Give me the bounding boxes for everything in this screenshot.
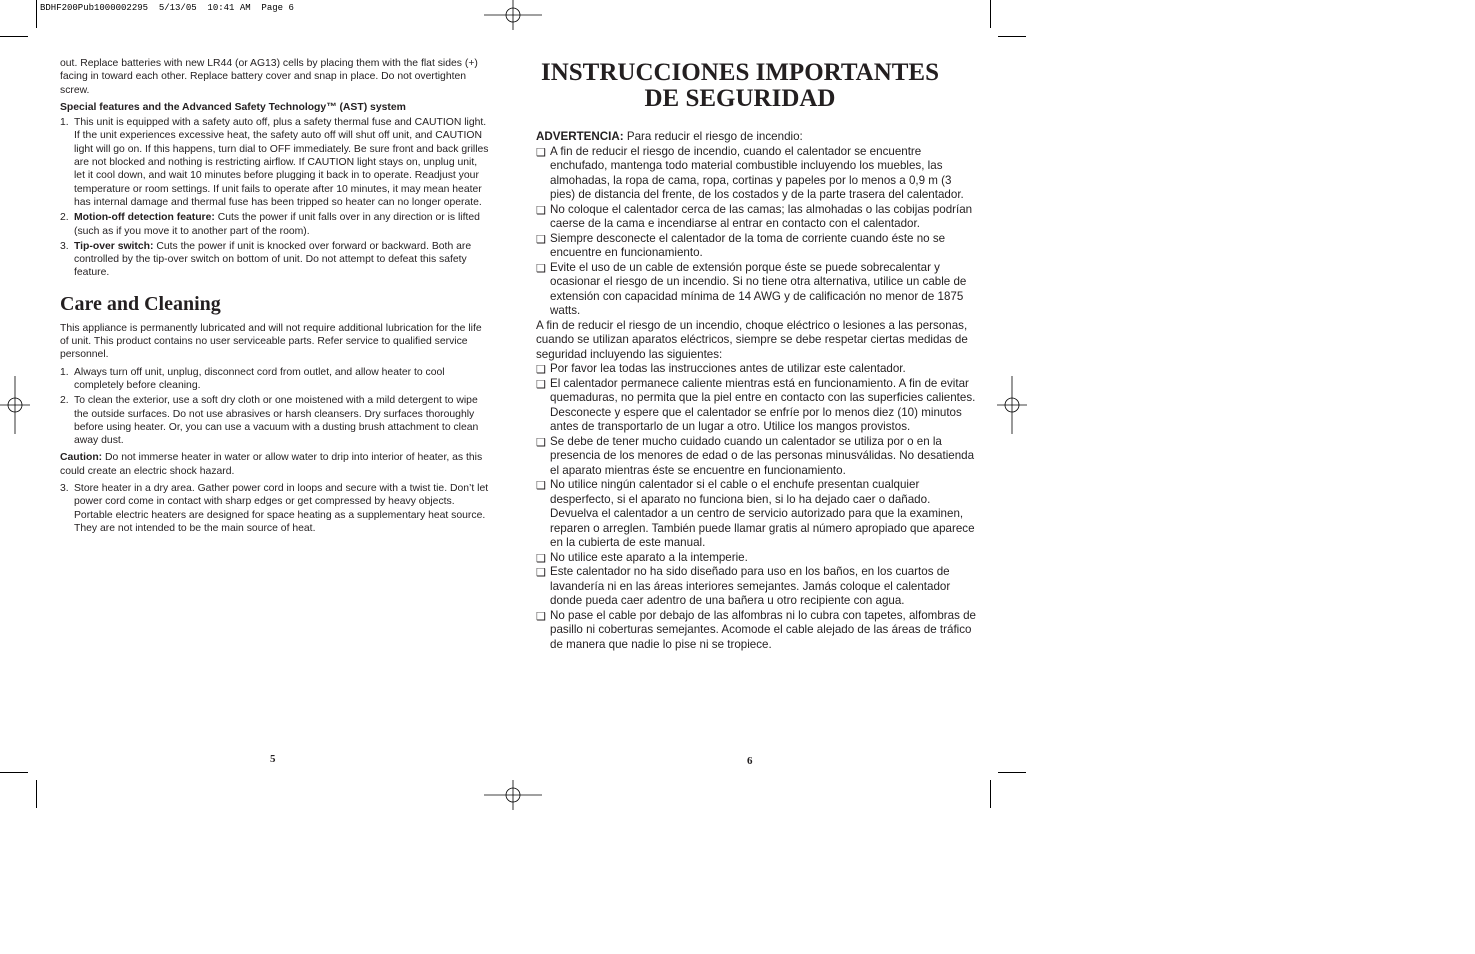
checkbox-bullet-icon: ❑ (536, 364, 546, 376)
list-item: 3. Tip-over switch: Cuts the power if unit is knocked over forward or backward. Both are controlled by the tip-over switch on bottom of unit. Do not attempt to defeat this safety feature. (60, 240, 472, 279)
caution-note: Caution: Do not immerse heater in water or allow water to drip into interior of heater, as this could create an electric shock hazard. (60, 452, 483, 477)
list-item: ❑ No pase el cable por debajo de las alfombras ni lo cubra con tapetes, alfombras de pasillo ni coberturas semejantes. Acomode el cable alejado de las áreas de tráfico de manera que nadie lo pise ni se tropiece. (536, 608, 977, 651)
list-item: 2. Motion-off detection feature: Cuts the power if unit falls over in any direction or is lifted (such as if you move it to another part of the room). (60, 212, 480, 237)
safety-list (536, 362, 976, 652)
registration-mark-icon (484, 780, 542, 810)
list-item: 2. To clean the exterior, use a soft dry cloth or one moistened with a mild detergent to wipe the outside surfaces. Do not use abrasives or harsh cleansers. Dry surfaces thoroughly before using heater. Or, you can use a vacuum with a dusting brush attachment to clean away dust. (60, 395, 479, 447)
care-intro: This appliance is permanently lubricated and will not require additional lubrication for the life of unit. This product contains no user serviceable parts. Refer service to qualified service personnel. (60, 322, 482, 361)
crop-mark (36, 0, 37, 28)
crop-mark (998, 772, 1026, 773)
list-item: 1. This unit is equipped with a safety auto off, plus a safety thermal fuse and CAUTION light. If the unit experiences excessive heat, the safety auto off will shut off unit, and CAUTION light will go on. If this happens, turn dial to OFF immediately. Be sure front and back grilles are not blocked and nothing is restricting airflow. If CAUTION light stays on, unplug unit, let it cool down, and wait 10 minutes before plugging it back in to operate. Readjust your temperature or room settings. If unit fails to operate after 10 minutes, it may mean heater has internal damage and thermal fuse has been tripped so heater can no longer operate. (60, 117, 489, 208)
warning-list (536, 145, 976, 319)
warning-line: ADVERTENCIA: Para reducir el riesgo de incendio: (536, 130, 803, 143)
list-item: ❑ No utilice ningún calentador si el cable o el enchufe presentan cualquier desperfecto, si el aparato no funciona bien, si lo ha dejado caer o dañado. Devuelva el calentador a un centro de servicio autorizado para que la examinen, reparen o arreglen. También puede llamar gratis al número apropiado que aparece en la cubierta de este manual. (536, 478, 975, 549)
list-item: ❑ El calentador permanece caliente mientras está en funcionamiento. A fin de evitar quemaduras, no permita que la piel entre en contacto con las superficies calientes. Desconecte y espere que el calentador se enfríe por lo menos diez (10) minutos antes de transportarlo de un lugar a otro. Utilice los mangos provistos. (536, 376, 976, 433)
registration-mark-icon (997, 376, 1027, 434)
list-item: ❑ Evite el uso de un cable de extensión porque éste se puede sobrecalentar y ocasionar el riesgo de un incendio. Si no tiene otra alternativa, utilice un cable de extensión con capacidad mínima de 14 AWG y de calificación no menor de 1875 watts. (536, 260, 967, 317)
crop-mark (0, 36, 28, 37)
checkbox-bullet-icon: ❑ (536, 436, 546, 449)
right-page-content (536, 60, 976, 652)
list-item: ❑ A fin de reducir el riesgo de incendio, cuando el calentador se encuentre enchufado, mantenga todo material combustible incluyendo los muebles, las almohadas, la ropa de cama, ropa, cortinas y papeles por lo menos a 0,9 m (3 pies) de distancia del frente, de los costados y de la parte trasera del calentador. (536, 144, 964, 201)
list-item: 3. Store heater in a dry area. Gather power cord in loops and secure with a twist tie. Don’t let power cord come in contact with sharp edges or get compressed by heavy objects. Portable electric heaters are designed for space heating as a supplementary heat source. They are not intended to be the main source of heat. (60, 483, 489, 534)
left-page-content (60, 57, 490, 539)
registration-mark-icon (0, 376, 30, 434)
list-item: ❑ Por favor lea todas las instrucciones antes de utilizar este calentador. (536, 362, 906, 376)
checkbox-bullet-icon: ❑ (536, 567, 546, 579)
list-item: ❑ No utilice este aparato a la intemperie. (536, 550, 748, 565)
page-number-left: 5 (270, 753, 276, 765)
list-item: ❑ Se debe de tener mucho cuidado cuando un calentador se utiliza por o en la presencia de los menores de edad o de las personas minusválidas. No desatienda el aparato mientras éste se encuentre en funcionamiento. (536, 434, 975, 477)
care-cleaning-heading: Care and Cleaning (60, 292, 221, 315)
checkbox-bullet-icon: ❑ (536, 610, 546, 623)
battery-intro: out. Replace batteries with new LR44 (or AG13) cells by placing them with the flat sides (+) facing in toward each other. Replace battery cover and snap in place. Do not overtighten screw. (60, 58, 478, 96)
crop-mark (990, 780, 991, 808)
list-item: 1. Always turn off unit, unplug, disconnect cord from outlet, and allow heater to cool completely before cleaning. (60, 366, 445, 391)
safety-paragraph: A fin de reducir el riesgo de un incendio, choque eléctrico o lesiones a las personas, cuando se utilizan aparatos eléctricos, siempre se debe respetar ciertas medidas de seguridad incluyendo las siguientes: (536, 318, 968, 361)
crop-mark (998, 36, 1026, 37)
checkbox-bullet-icon: ❑ (536, 262, 546, 275)
special-features-heading: Special features and the Advanced Safety Technology™ (AST) system (60, 101, 406, 113)
print-slug: BDHF200Pub1000002295 5/13/05 10:41 AM Page 6 (40, 3, 294, 13)
list-item: ❑ Siempre desconecte el calentador de la toma de corriente cuando éste no se encuentre en funcionamiento. (536, 231, 946, 259)
page-number-right: 6 (747, 755, 753, 767)
crop-mark (36, 780, 37, 808)
checkbox-bullet-icon: ❑ (536, 552, 546, 565)
care-list (60, 366, 490, 448)
list-item: ❑ No coloque el calentador cerca de las camas; las almohadas o las cobijas podrían caerse de la cama e incendiarse al entrar en contacto con el calentador. (536, 202, 973, 230)
checkbox-bullet-icon: ❑ (536, 480, 546, 492)
list-item: ❑ Este calentador no ha sido diseñado para uso en los baños, en los cuartos de lavandería ni en las áreas interiores semejantes. Jamás coloque el calentador donde pueda caer adentro de una bañera u otro recipiente con agua. (536, 565, 951, 607)
checkbox-bullet-icon: ❑ (536, 204, 546, 217)
checkbox-bullet-icon: ❑ (536, 146, 546, 159)
care-list-continued (60, 482, 490, 535)
checkbox-bullet-icon: ❑ (536, 233, 546, 246)
crop-mark (990, 0, 991, 28)
checkbox-bullet-icon: ❑ (536, 378, 546, 391)
registration-mark-icon (484, 0, 542, 30)
crop-mark (0, 772, 28, 773)
page-title: INSTRUCCIONES IMPORTANTES DE SEGURIDAD (540, 59, 940, 112)
special-features-list (60, 116, 490, 280)
